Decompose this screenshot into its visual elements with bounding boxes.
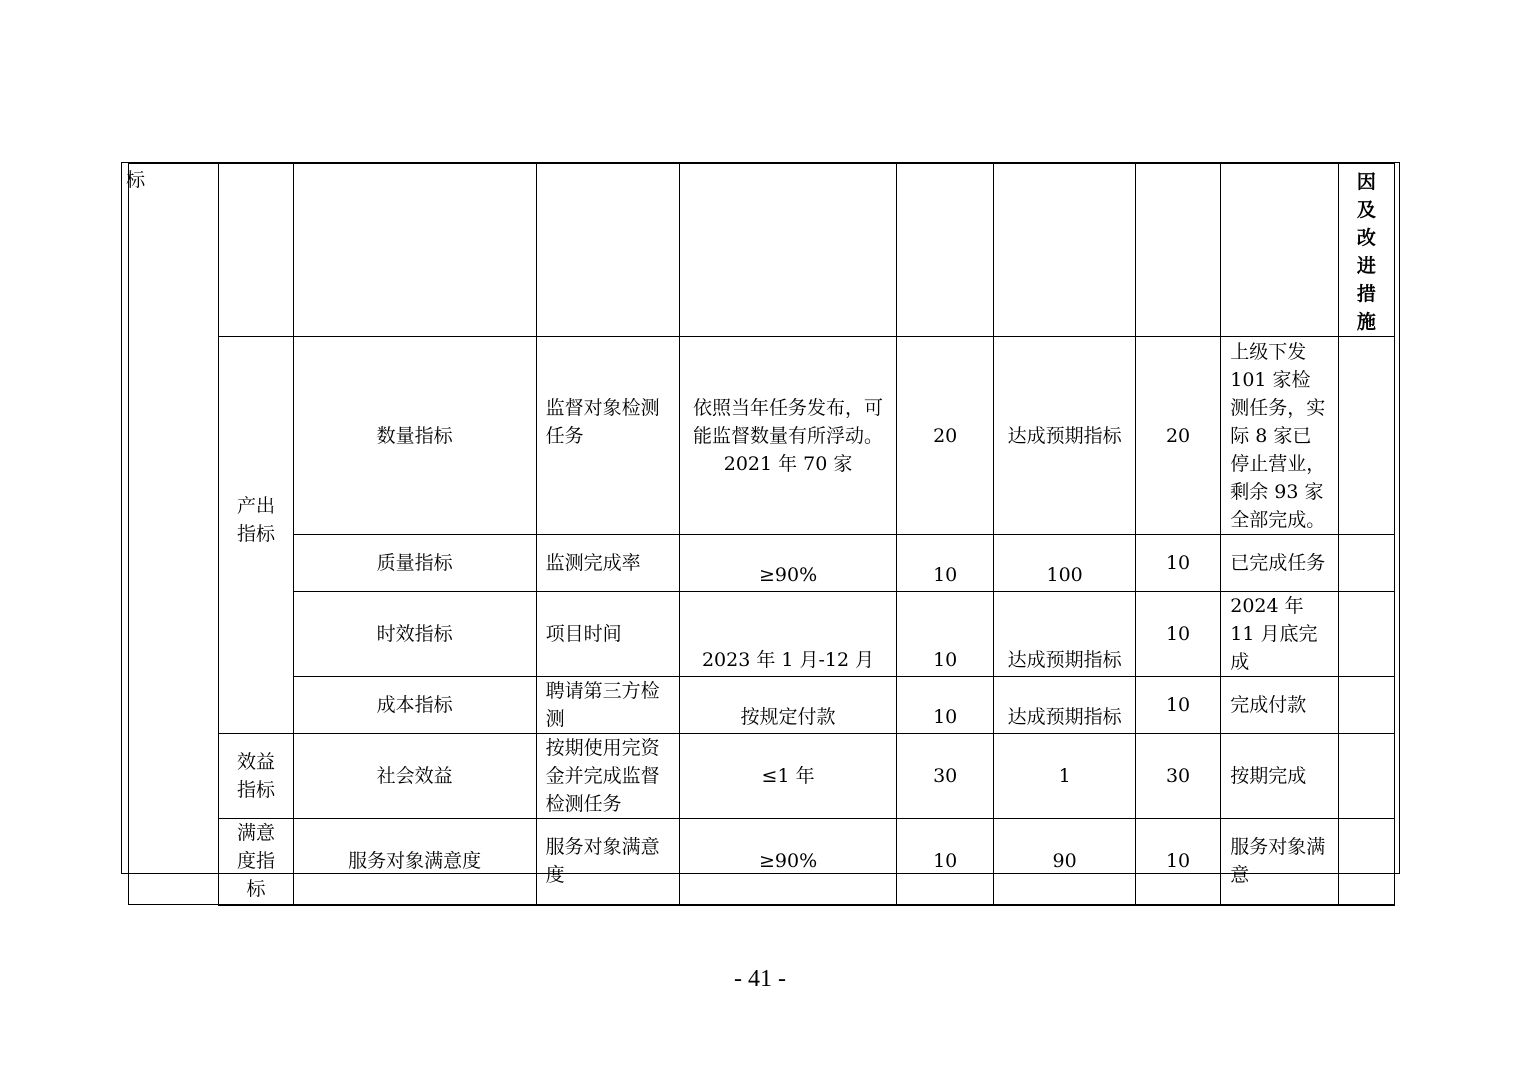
empty-cell <box>1221 164 1338 337</box>
deviation-reason-char: 及 <box>1356 199 1376 221</box>
weight: 10 <box>896 819 993 905</box>
empty-cell <box>1338 535 1394 592</box>
note: 已完成任务 <box>1221 535 1338 592</box>
note: 完成付款 <box>1221 677 1338 734</box>
empty-cell <box>1135 164 1220 337</box>
empty-cell <box>680 164 897 337</box>
empty-cell <box>219 164 293 337</box>
empty-cell <box>1338 592 1394 677</box>
deviation-reason-char: 改 <box>1356 227 1376 249</box>
empty-cell <box>1338 677 1394 734</box>
indicator-item: 监督对象检测任务 <box>536 323 680 521</box>
score: 20 <box>1135 337 1220 535</box>
empty-cell <box>994 164 1136 337</box>
actual-value: 100 <box>994 535 1136 592</box>
weight: 10 <box>896 535 993 592</box>
note: 上级下发 101 家检测任务，实际 8 家已停止营业，剩余 93 家全部完成。 <box>1221 337 1338 535</box>
indicator-name: 质量指标 <box>293 535 536 592</box>
annual-target: ≤1 年 <box>680 734 897 819</box>
indicator-name: 时效指标 <box>293 592 536 677</box>
indicator-name: 社会效益 <box>293 734 536 819</box>
indicator-item: 服务对象满意度 <box>536 819 680 905</box>
satisfaction-indicator-label: 满意 度指 标 <box>236 822 275 901</box>
empty-cell <box>536 164 680 337</box>
deviation-reason-char: 措 <box>1356 283 1376 305</box>
table-row <box>129 677 1395 734</box>
score: 30 <box>1135 734 1220 819</box>
deviation-reason-text <box>1356 168 1376 336</box>
page-number: - 41 - <box>734 966 786 992</box>
empty-cell <box>1338 337 1394 535</box>
weight: 20 <box>896 337 993 535</box>
empty-cell <box>1338 734 1394 819</box>
empty-cell <box>293 164 536 337</box>
actual-value: 90 <box>994 819 1136 905</box>
indicator-name: 服务对象满意度 <box>293 819 536 905</box>
benefit-indicator-cell <box>219 734 293 819</box>
score: 10 <box>1135 819 1220 905</box>
actual-value: 达成预期指标 <box>994 677 1136 734</box>
actual-value: 1 <box>994 734 1136 819</box>
table-row <box>129 535 1395 592</box>
indicator-item: 聘请第三方检测 <box>536 677 680 734</box>
annual-target: 2023 年 1 月-12 月 <box>680 592 897 677</box>
performance-indicator-table <box>128 163 1395 906</box>
annual-target: ≥90% <box>680 535 897 592</box>
deviation-reason-header <box>1338 164 1394 337</box>
note: 按期完成 <box>1221 734 1338 819</box>
table-row <box>129 819 1395 905</box>
output-indicator-label: 产出 指标 <box>236 495 275 545</box>
note: 服务对象满意 <box>1221 819 1338 905</box>
table-row <box>129 734 1395 819</box>
deviation-reason-char: 施 <box>1356 311 1376 333</box>
actual-value: 达成预期指标 <box>994 592 1136 677</box>
indicator-item: 按期使用完资金并完成监督检测任务 <box>536 734 680 819</box>
weight: 10 <box>896 677 993 734</box>
annual-target: 按规定付款 <box>680 677 897 734</box>
annual-target: 依照当年任务发布，可能监督数量有所浮动。2021 年 70 家 <box>680 337 897 535</box>
table-row <box>129 337 1395 535</box>
table-row <box>129 592 1395 677</box>
deviation-reason-char: 因 <box>1356 171 1376 193</box>
indicator-item: 监测完成率 <box>536 535 680 592</box>
empty-cell <box>896 164 993 337</box>
output-indicator-cell <box>219 337 293 734</box>
indicator-name: 数量指标 <box>293 337 536 535</box>
indicator-item: 项目时间 <box>536 592 680 677</box>
weight: 10 <box>896 592 993 677</box>
weight: 30 <box>896 734 993 819</box>
actual-value: 达成预期指标 <box>994 337 1136 535</box>
score: 10 <box>1135 535 1220 592</box>
indicator-name: 成本指标 <box>293 677 536 734</box>
empty-cell <box>1338 819 1394 905</box>
note: 2024 年 11 月底完成 <box>1221 592 1338 677</box>
first-level-indicator-label: 标 <box>126 169 146 191</box>
annual-target: ≥90% <box>680 819 897 905</box>
first-level-indicator-cell <box>126 164 219 905</box>
continuation-row <box>129 164 1395 337</box>
performance-table-frame <box>121 162 1400 901</box>
benefit-indicator-label: 效益 指标 <box>236 751 275 801</box>
score: 10 <box>1135 677 1220 734</box>
score: 10 <box>1135 592 1220 677</box>
satisfaction-indicator-cell <box>219 819 293 905</box>
deviation-reason-char: 进 <box>1356 255 1376 277</box>
